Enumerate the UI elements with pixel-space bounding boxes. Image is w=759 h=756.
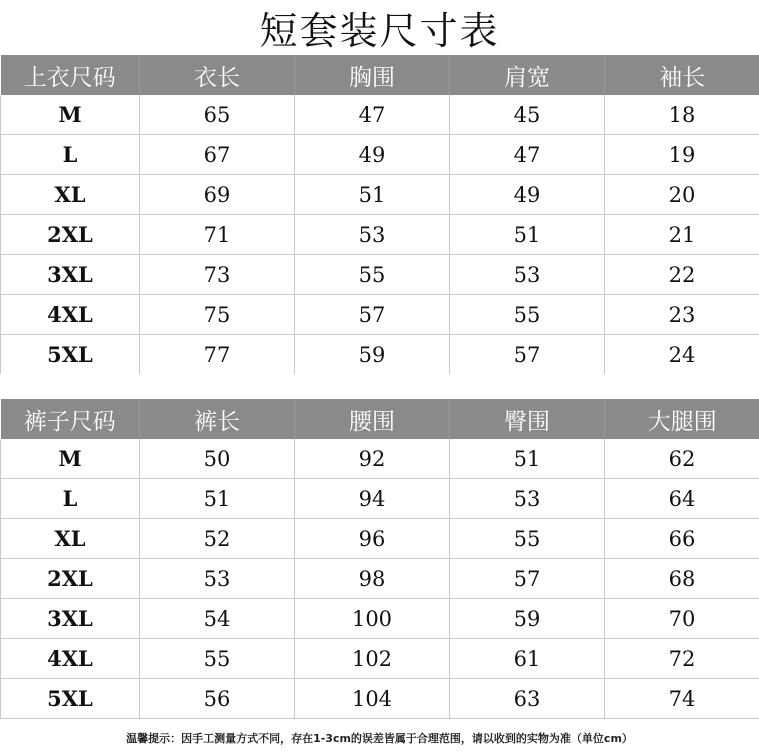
value-cell: 55 xyxy=(450,295,605,335)
table-row xyxy=(1,295,759,335)
size-cell: XL xyxy=(1,519,140,559)
table-row xyxy=(1,255,759,295)
value-cell: 52 xyxy=(140,519,295,559)
value-cell: 19 xyxy=(605,135,759,175)
value-cell: 68 xyxy=(605,559,759,599)
pants-size-table xyxy=(0,399,759,719)
header-chest: 胸围 xyxy=(295,55,450,95)
size-cell: XL xyxy=(1,175,140,215)
table-header-row xyxy=(1,399,759,439)
header-top-size: 上衣尺码 xyxy=(1,55,140,95)
value-cell: 57 xyxy=(450,335,605,375)
value-cell: 94 xyxy=(295,479,450,519)
value-cell: 53 xyxy=(450,479,605,519)
value-cell: 62 xyxy=(605,439,759,479)
size-cell: 4XL xyxy=(1,295,140,335)
value-cell: 57 xyxy=(295,295,450,335)
size-cell: L xyxy=(1,135,140,175)
table-gap xyxy=(0,374,759,398)
value-cell: 72 xyxy=(605,639,759,679)
size-cell: M xyxy=(1,95,140,135)
value-cell: 53 xyxy=(140,559,295,599)
header-waist: 腰围 xyxy=(295,399,450,439)
header-sleeve: 袖长 xyxy=(605,55,759,95)
size-cell: 4XL xyxy=(1,639,140,679)
header-thigh: 大腿围 xyxy=(605,399,759,439)
value-cell: 51 xyxy=(450,215,605,255)
header-hip: 臀围 xyxy=(450,399,605,439)
size-cell: 5XL xyxy=(1,679,140,719)
value-cell: 66 xyxy=(605,519,759,559)
value-cell: 49 xyxy=(295,135,450,175)
value-cell: 53 xyxy=(450,255,605,295)
value-cell: 102 xyxy=(295,639,450,679)
value-cell: 61 xyxy=(450,639,605,679)
value-cell: 96 xyxy=(295,519,450,559)
value-cell: 53 xyxy=(295,215,450,255)
value-cell: 21 xyxy=(605,215,759,255)
value-cell: 23 xyxy=(605,295,759,335)
header-top-length: 衣长 xyxy=(140,55,295,95)
header-pants-length: 裤长 xyxy=(140,399,295,439)
value-cell: 100 xyxy=(295,599,450,639)
table-header-row xyxy=(1,55,759,95)
value-cell: 49 xyxy=(450,175,605,215)
value-cell: 75 xyxy=(140,295,295,335)
size-cell: 2XL xyxy=(1,559,140,599)
value-cell: 59 xyxy=(450,599,605,639)
value-cell: 51 xyxy=(140,479,295,519)
value-cell: 67 xyxy=(140,135,295,175)
value-cell: 70 xyxy=(605,599,759,639)
value-cell: 71 xyxy=(140,215,295,255)
value-cell: 55 xyxy=(450,519,605,559)
value-cell: 73 xyxy=(140,255,295,295)
value-cell: 104 xyxy=(295,679,450,719)
value-cell: 65 xyxy=(140,95,295,135)
value-cell: 64 xyxy=(605,479,759,519)
value-cell: 51 xyxy=(295,175,450,215)
value-cell: 92 xyxy=(295,439,450,479)
table-row xyxy=(1,335,759,375)
table-row xyxy=(1,679,759,719)
size-cell: M xyxy=(1,439,140,479)
value-cell: 45 xyxy=(450,95,605,135)
value-cell: 74 xyxy=(605,679,759,719)
value-cell: 54 xyxy=(140,599,295,639)
size-cell: L xyxy=(1,479,140,519)
page-title: 短套装尺寸表 xyxy=(259,8,500,53)
table-row xyxy=(1,599,759,639)
value-cell: 51 xyxy=(450,439,605,479)
table-row xyxy=(1,135,759,175)
header-shoulder: 肩宽 xyxy=(450,55,605,95)
value-cell: 20 xyxy=(605,175,759,215)
value-cell: 47 xyxy=(450,135,605,175)
table-row xyxy=(1,479,759,519)
table-row xyxy=(1,175,759,215)
value-cell: 63 xyxy=(450,679,605,719)
table-row xyxy=(1,95,759,135)
value-cell: 47 xyxy=(295,95,450,135)
size-cell: 5XL xyxy=(1,335,140,375)
table-row xyxy=(1,519,759,559)
table-row xyxy=(1,439,759,479)
size-cell: 3XL xyxy=(1,255,140,295)
size-cell: 2XL xyxy=(1,215,140,255)
value-cell: 56 xyxy=(140,679,295,719)
table-row xyxy=(1,639,759,679)
measurement-note: 温馨提示：因手工测量方式不同，存在1-3cm的误差皆属于合理范围，请以收到的实物为准（单位cm） xyxy=(126,732,633,745)
value-cell: 55 xyxy=(295,255,450,295)
value-cell: 69 xyxy=(140,175,295,215)
top-size-table xyxy=(0,55,759,375)
value-cell: 98 xyxy=(295,559,450,599)
value-cell: 59 xyxy=(295,335,450,375)
value-cell: 50 xyxy=(140,439,295,479)
value-cell: 24 xyxy=(605,335,759,375)
value-cell: 22 xyxy=(605,255,759,295)
table-row xyxy=(1,215,759,255)
value-cell: 57 xyxy=(450,559,605,599)
header-pants-size: 裤子尺码 xyxy=(1,399,140,439)
size-cell: 3XL xyxy=(1,599,140,639)
table-row xyxy=(1,559,759,599)
value-cell: 18 xyxy=(605,95,759,135)
value-cell: 77 xyxy=(140,335,295,375)
value-cell: 55 xyxy=(140,639,295,679)
